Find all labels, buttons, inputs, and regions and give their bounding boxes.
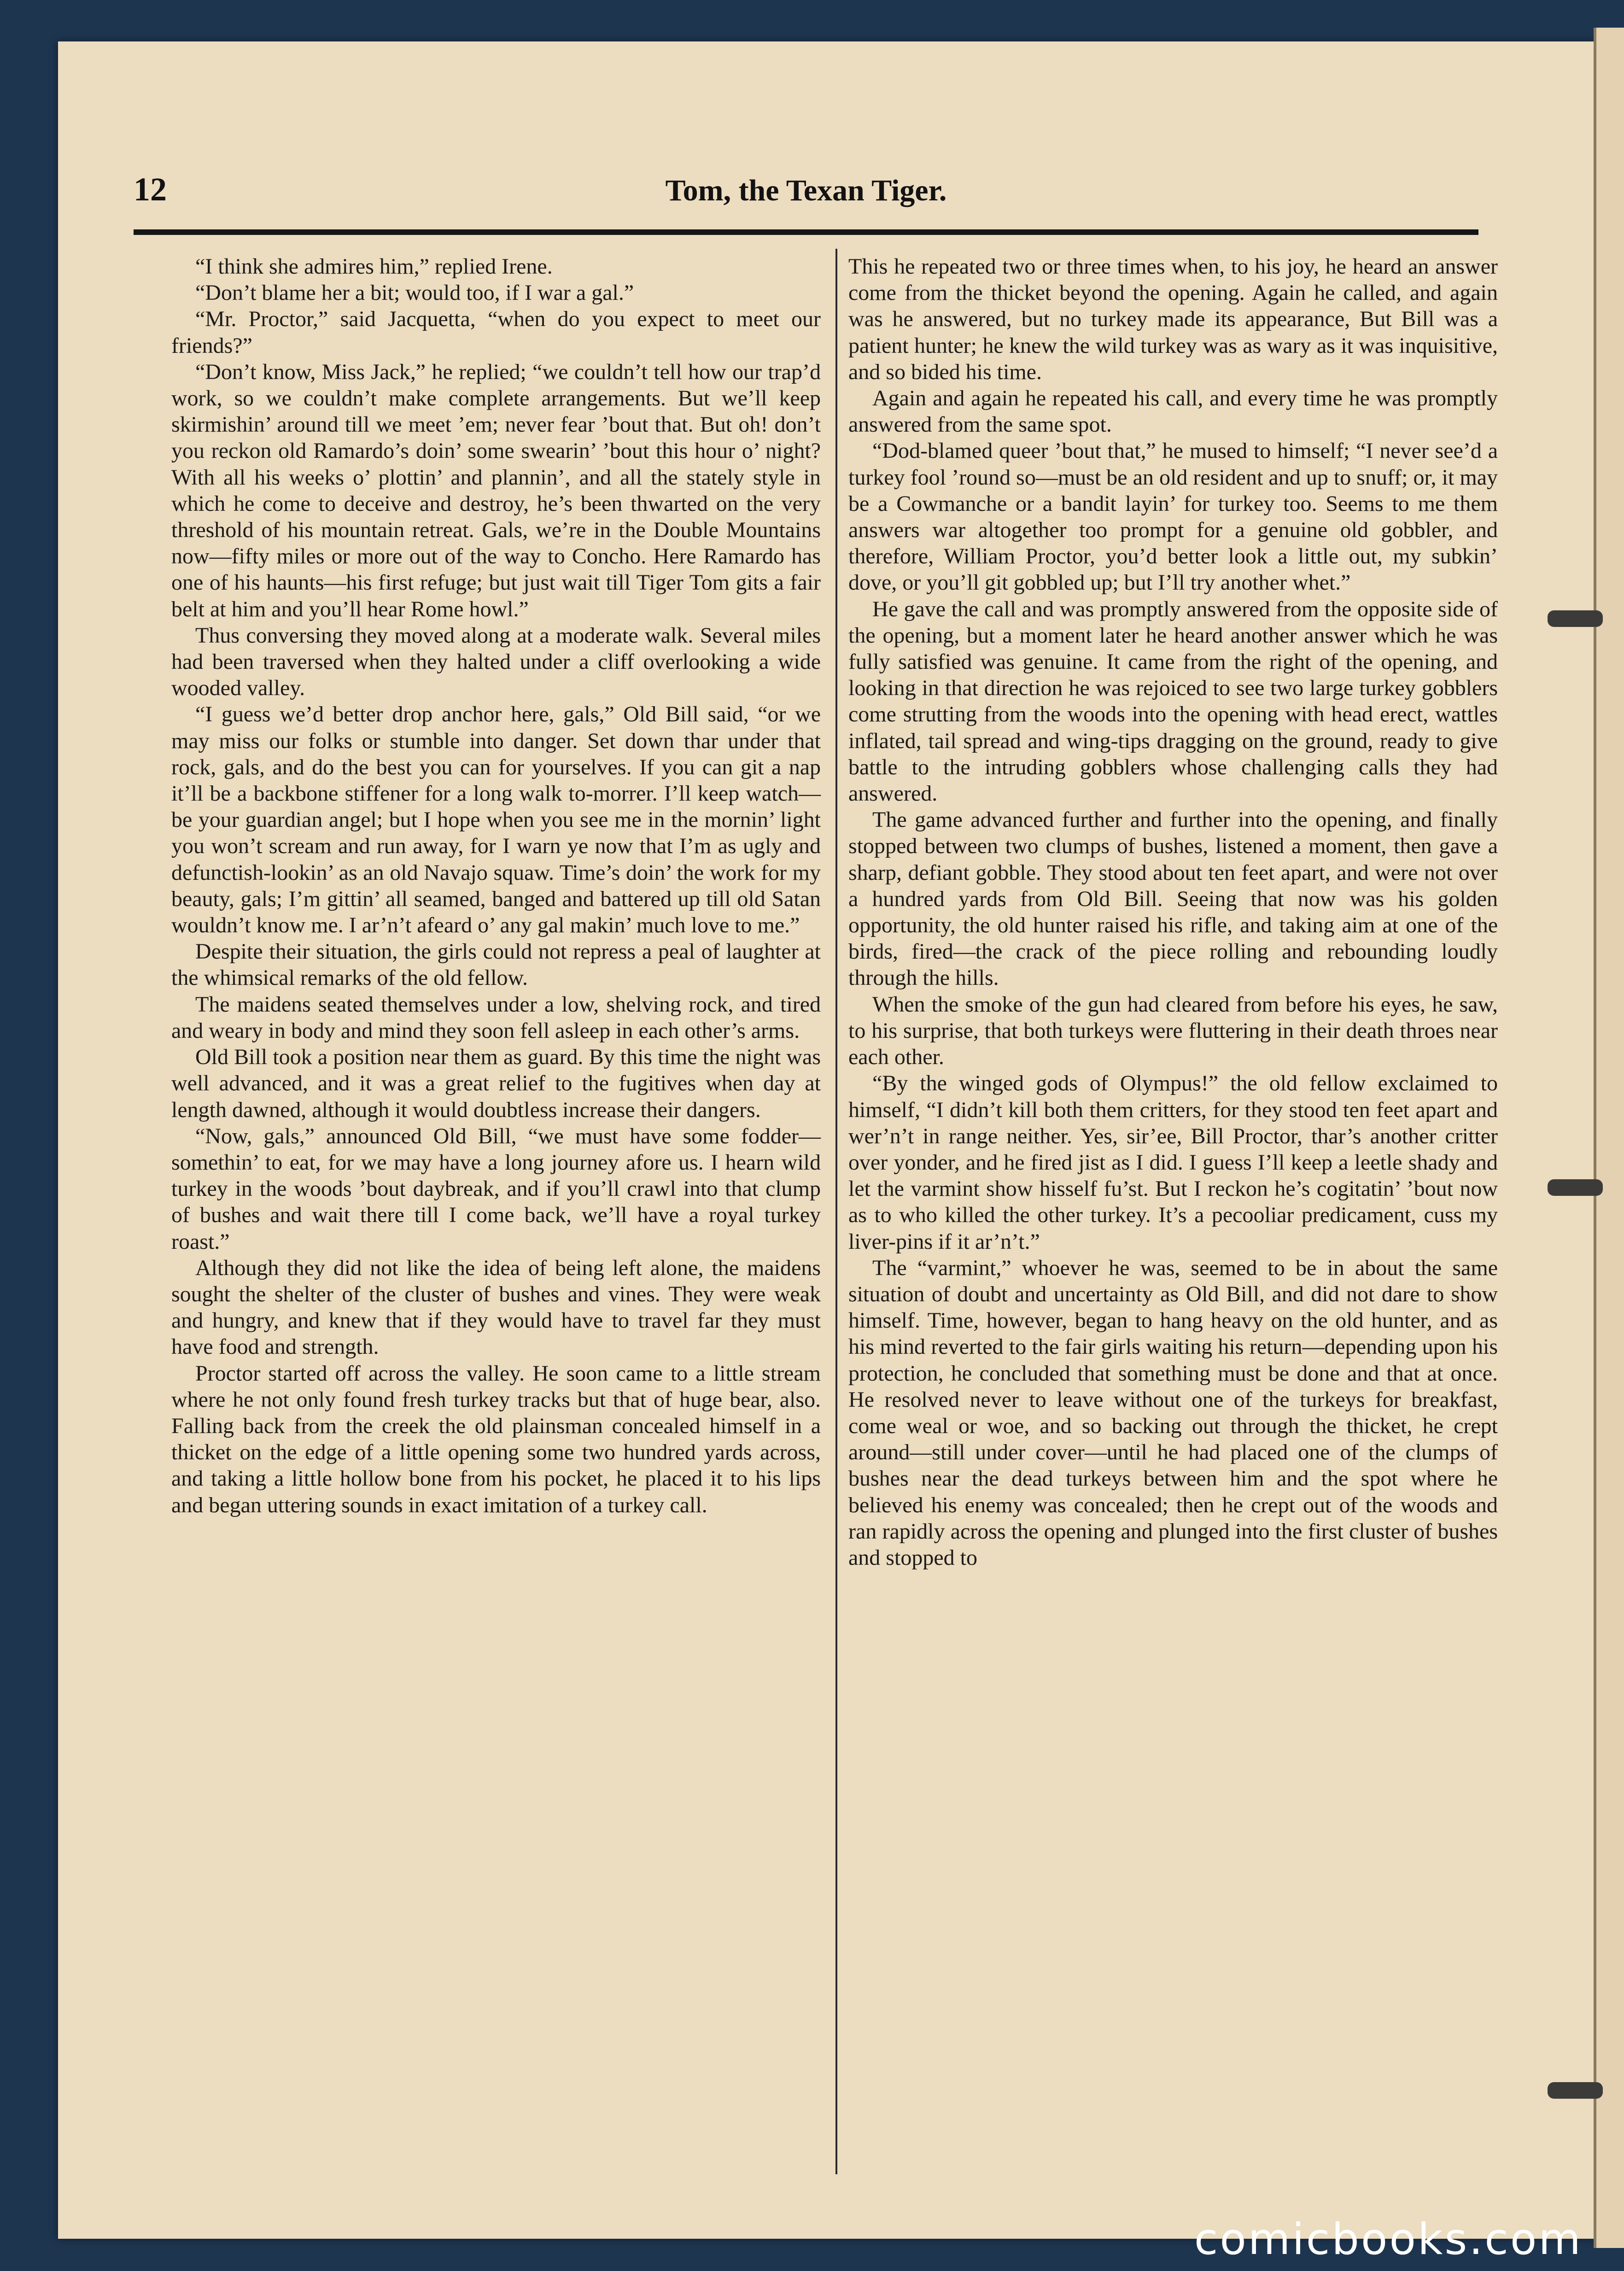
paragraph: Thus conversing they moved along at a moderate walk. Several miles had been traversed when they halted under a cliff overlooking a wide wooded valley. <box>171 623 821 701</box>
running-title: Tom, the Texan Tiger. <box>665 174 947 207</box>
paragraph: Again and again he repeated his call, and every time he was promptly answered from the same spot. <box>848 386 1498 437</box>
paragraph: Although they did not like the idea of being left alone, the maidens sought the shelter of the cluster of bushes and vines. They were weak and hungry, and knew that if they would have to travel far they must have food and strength. <box>171 1255 821 1359</box>
column-divider <box>835 249 837 2174</box>
facing-page-edge <box>1594 28 1624 2248</box>
binding-staple <box>1548 610 1603 627</box>
binding-staple <box>1548 1179 1603 1196</box>
paragraph: “I think she admires him,” replied Irene. <box>195 254 553 279</box>
paragraph: The game advanced further and further into the opening, and finally stopped between two clumps of bushes, listened a moment, then gave a sharp, defiant gobble. They stood about ten feet apart, and were not over a hundred yards from Old Bill. Seeing that now was his golden opportunity, the old hunter raised his rifle, and taking aim at one of the birds, fired—the crack of the piece rolling and rebounding loudly through the hills. <box>848 808 1498 990</box>
right-column <box>848 253 1498 1571</box>
paragraph: “Don’t know, Miss Jack,” he replied; “we couldn’t tell how our trap’d work, so we couldn’t make complete arrangements. But we’ll keep skirmishin’ around till we meet ’em; never fear ’bout that. But oh! don’t you reckon old Ramardo’s doin’ some swearin’ ’bout this hour o’ night? With all his weeks o’ plottin’ and plannin’, and all the stately style in which he come to deceive and destroy, he’s been thwarted on the very threshold of his mountain retreat. Gals, we’re in the Double Mountains now—fifty miles or more out of the way to Concho. Here Ramardo has one of his haunts—his first refuge; but just wait till Tiger Tom gits a fair belt at him and you’ll hear Rome howl.” <box>171 359 821 621</box>
paragraph: He gave the call and was promptly answered from the opposite side of the opening, but a moment later he heard another answer which he was fully satisfied was genuine. It came from the right of the opening, and looking in that direction he was rejoiced to see two large turkey gobblers come strutting from the woods into the opening with head erect, wattles inflated, tail spread and wing-tips dragging on the ground, ready to give battle to the intruding gobblers whose challenging calls they had answered. <box>848 597 1498 806</box>
paragraph: “Now, gals,” announced Old Bill, “we must have some fodder—somethin’ to eat, for we may have a long journey afore us. I hearn wild turkey in the woods ’bout daybreak, and if you’ll crawl into that clump of bushes and wait there till I come back, we’ll have a royal turkey roast.” <box>171 1124 821 1254</box>
paragraph: Old Bill took a position near them as guard. By this time the night was well advanced, and it was a great relief to the fugitives when day at length dawned, although it would doubtless increase their dangers. <box>171 1045 821 1122</box>
header-rule <box>134 229 1478 235</box>
paragraph: Proctor started off across the valley. He soon came to a little stream where he not only found fresh turkey tracks but that of huge bear, also. Falling back from the creek the old plainsman concealed himself in a thicket on the edge of a little opening some two hundred yards across, and taking a little hollow bone from his pocket, he placed it to his lips and began uttering sounds in exact imitation of a turkey call. <box>171 1361 821 1517</box>
paragraph: The maidens seated themselves under a low, shelving rock, and tired and weary in body and mind they soon fell asleep in each other’s arms. <box>171 992 821 1043</box>
site-watermark: comicbooks.com <box>1194 2214 1583 2265</box>
binding-staple <box>1548 2082 1603 2099</box>
paragraph: When the smoke of the gun had cleared from before his eyes, he saw, to his surprise, that both turkeys were fluttering in their death throes near each other. <box>848 992 1498 1070</box>
paragraph: “Dod-blamed queer ’bout that,” he mused to himself; “I never see’d a turkey fool ’round so—must be an old resident and up to snuff; or, it may be a Cowmanche or a bandit layin’ for turkey too. Seems to me them answers war altogether too prompt for a genuine old gobbler, and therefore, William Proctor, you’d better look a little out, my subkin’ dove, or you’ll git gobbled up; but I’ll try another whet.” <box>848 439 1498 595</box>
paragraph: “Don’t blame her a bit; would too, if I war a gal.” <box>195 281 634 305</box>
paragraph: The “varmint,” whoever he was, seemed to be in about the same situation of doubt and uncertainty as Old Bill, and did not dare to show himself. Time, however, began to hang heavy on the old hunter, and as his mind reverted to the fair girls waiting his return—depending upon his protection, he concluded that something must be done and that at once. He resolved never to leave without one of the turkeys for breakfast, come weal or woe, and so backing out through the thicket, he crept around—still under cover—until he had placed one of the clumps of bushes near the dead turkeys between him and the spot where he believed his enemy was concealed; then he crept out of the woods and ran rapidly across the opening and plunged into the first cluster of bushes and stopped to <box>848 1255 1498 1570</box>
paragraph: This he repeated two or three times when, to his joy, he heard an answer come from the thicket beyond the opening. Again he called, and again was he answered, but no turkey made its appearance, But Bill was a patient hunter; he knew the wild turkey was as wary as it was inquisitive, and so bided his time. <box>848 254 1498 384</box>
paragraph: Despite their situation, the girls could not repress a peal of laughter at the whimsical remarks of the old fellow. <box>171 939 821 990</box>
page-number: 12 <box>134 171 167 208</box>
left-column <box>171 253 821 1518</box>
paragraph: “By the winged gods of Olympus!” the old fellow exclaimed to himself, “I didn’t kill both them critters, for they stood ten feet apart and wer’n’t in range neither. Yes, sir’ee, Bill Proctor, thar’s another critter over yonder, and he fired jist as I did. I guess I’ll keep a leetle shady and let the varmint show hisself fu’st. But I reckon he’s cogitatin’ ’bout now as to who killed the other turkey. It’s a pecooliar predicament, cuss my liver-pins if it ar’n’t.” <box>848 1071 1498 1254</box>
page-header <box>134 170 1478 221</box>
paragraph: “Mr. Proctor,” said Jacquetta, “when do you expect to meet our friends?” <box>171 307 821 358</box>
paragraph: “I guess we’d better drop anchor here, gals,” Old Bill said, “or we may miss our folks or stumble into danger. Set down thar under that rock, gals, and do the best you can for yourselves. If you can git a nap it’ll be a backbone stiffener for a long walk to-morrer. I’ll keep watch—be your guardian angel; but I hope when you see me in the mornin’ light you won’t scream and run away, for I warn ye now that I’m as ugly and defunctish-lookin’ as an old Navajo squaw. Time’s doin’ the work for my beauty, gals; I’m gittin’ all seamed, banged and battered up till old Satan wouldn’t know me. I ar’n’t afeard o’ any gal makin’ much love to me.” <box>171 702 821 938</box>
